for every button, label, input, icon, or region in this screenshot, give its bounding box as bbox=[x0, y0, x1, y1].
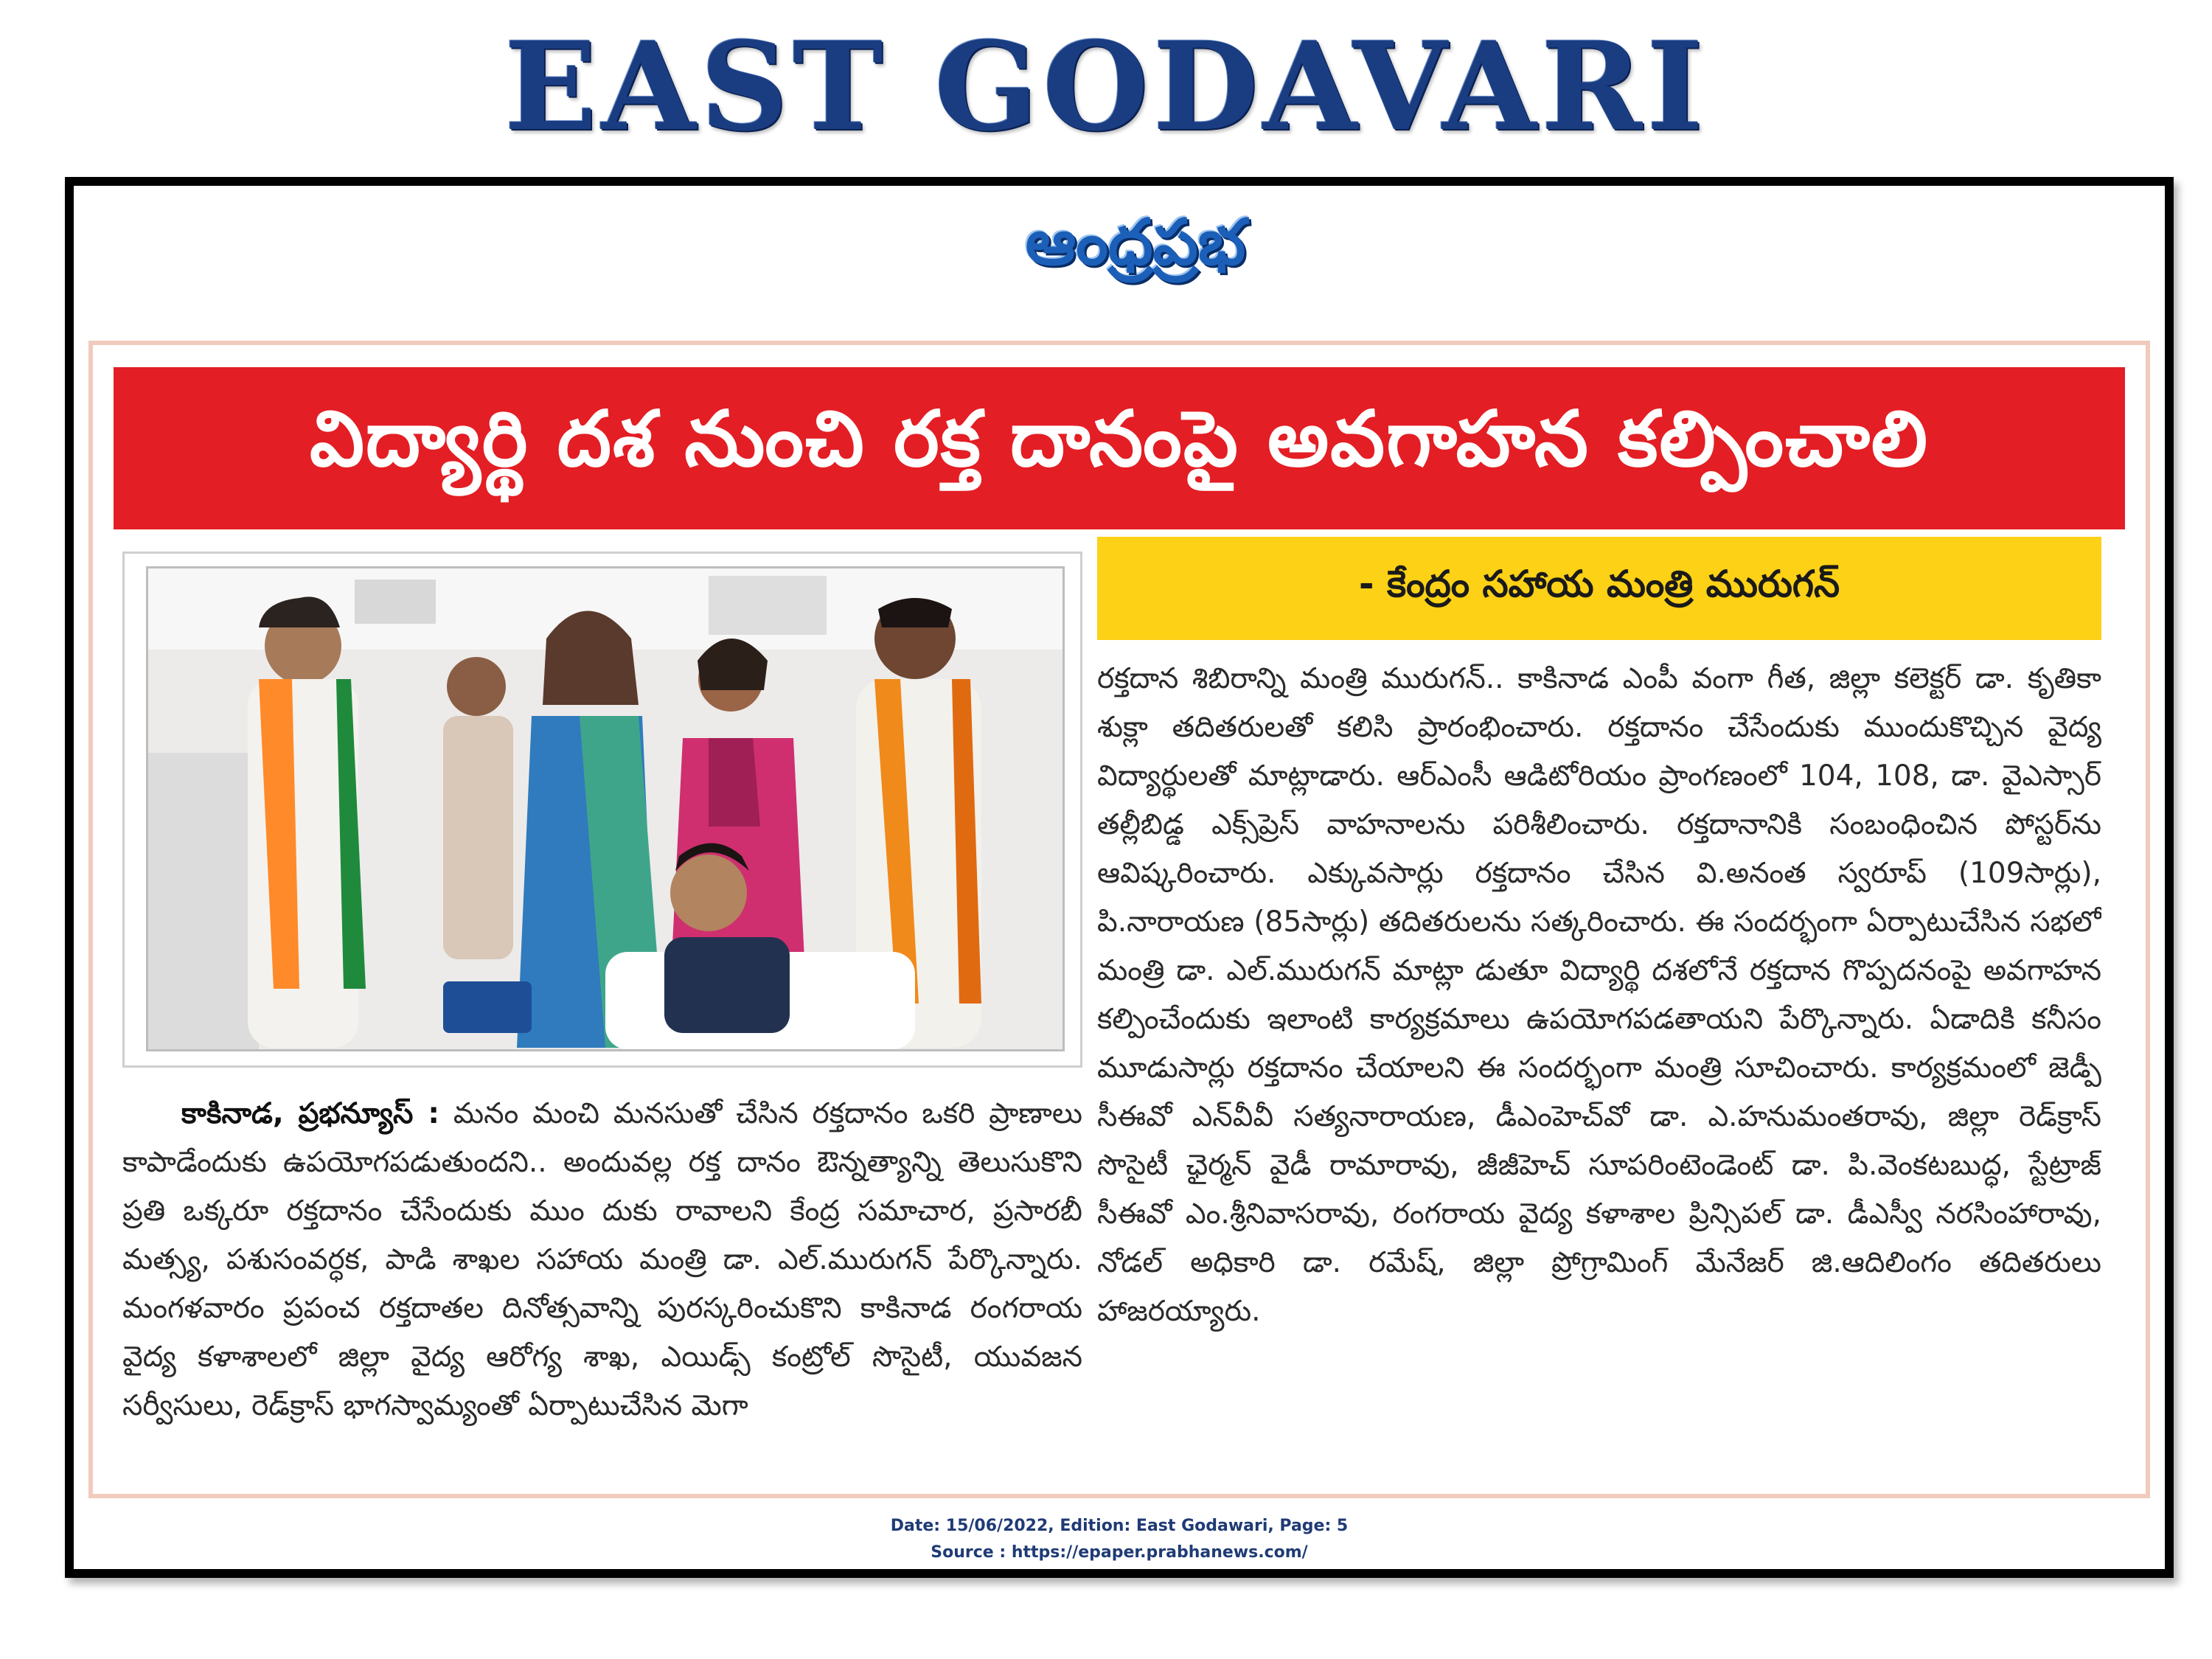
page-heading: EAST GODAVARI bbox=[504, 15, 1708, 158]
masthead-logo: ఆంధ్రప్రభ bbox=[1025, 206, 1246, 279]
headline-band bbox=[114, 367, 2125, 529]
footer-source: Source : https://epaper.prabhanews.com/ bbox=[931, 1543, 1308, 1562]
headline: విద్యార్థి దశ నుంచి రక్త దానంపై అవగాహన కల్పించాలి bbox=[309, 394, 1930, 484]
article-left-text: మనం మంచి మనసుతో చేసిన రక్తదానం ఒకరి ప్రాణాలు కాపాడేందుకు ఉపయోగపడుతుందని.. అందువల్ల రక్త దానం ఔన్నత్యాన్ని తెలుసుకొని ప్రతి ఒక్కరూ రక్తదానం చేసేందుకు ముం దుకు రావాలని కేంద్ర సమాచార, ప్రసారబీ మత్స్య, పశుసంవర్ధక, పాడి శాఖల సహాయ మంత్రి డా. ఎల్.మురుగన్ పేర్కొన్నారు. మంగళవారం ప్రపంచ రక్తదాతల దినోత్సవాన్ని పురస్కరించుకొని కాకినాడ రంగరాయ వైద్య కళాశాలలో జిల్లా వైద్య ఆరోగ్య శాఖ, ఎయిడ్స్ కంట్రోల్ సొసైటీ, యువజన సర్వీసులు, రెడ్‌క్రాస్ భాగస్వామ్యంతో ఏర్పాటుచేసిన మెగా bbox=[122, 1097, 1082, 1422]
news-clipping bbox=[88, 341, 2150, 1498]
article-left-column bbox=[122, 1090, 1082, 1488]
newspaper-masthead bbox=[959, 202, 1312, 298]
subheadline-band bbox=[1097, 537, 2101, 640]
footer-date-edition: Date: 15/06/2022, Edition: East Godawari, Page: 5 bbox=[890, 1517, 1349, 1535]
article-right-column: రక్తదాన శిబిరాన్ని మంత్రి మురుగన్.. కాకినాడ ఎంపీ వంగా గీత, జిల్లా కలెక్టర్ డా. కృతికా శుక్లా తదితరులతో కలిసి ప్రారంభించారు. రక్తదానం చేసేందుకు ముందుకొచ్చిన వైద్య విద్యార్థులతో మాట్లాడారు. ఆర్ఎంసీ ఆడిటోరియం ప్రాంగణంలో 104, 108, డా. వైఎస్సార్ తల్లీబిడ్డ ఎక్స్‌ప్రెస్ వాహనాలను పరిశీలించారు. రక్తదానానికి సంబంధించిన పోస్టర్‌ను ఆవిష్కరించారు. ఎక్కువసార్లు రక్తదానం చేసిన వి.అనంత స్వరూప్ (109సార్లు), పి.నారాయణ (85సార్లు) తదితరులను సత్కరించారు. ఈ సందర్భంగా ఏర్పాటుచేసిన సభలో మంత్రి డా. ఎల్.మురుగన్ మాట్లా డుతూ విద్యార్థి దశలోనే రక్తదాన గొప్పదనంపై అవగాహన కల్పించేందుకు ఇలాంటి కార్యక్రమాలు ఉపయోగపడతాయని పేర్కొన్నారు. ఏడాదికి కనీసం మూడుసార్లు రక్తదానం చేయాలని ఈ సందర్భంగా మంత్రి సూచించారు. కార్యక్రమంలో జెడ్పీ సీఈవో ఎన్‌వీవీ సత్యనారాయణ, డీఎంహెచ్‌వో డా. ఎ.హనుమంతరావు, జిల్లా రెడ్‌క్రాస్ సొసైటీ ఛైర్మన్ వైడీ రామారావు, జీజీహెచ్ సూపరింటెండెంట్ డా. పి.వెంకటబుద్ధ, స్టేట్రాజ్ సీఈవో ఎం.శ్రీనివాసరావు, రంగరాయ వైద్య కళాశాల ప్రిన్సిపల్ డా. డీఎస్వీ నరసింహారావు, నోడల్ అధికారి డా. రమేష్, జిల్లా ప్రోగ్రామింగ్ మేనేజర్ జి.ఆదిలింగం తదితరులు హాజరయ్యారు. bbox=[1097, 662, 2101, 1328]
clipping-frame bbox=[65, 177, 2174, 1578]
dateline: కాకినాడ, ప్రభన్యూస్ : bbox=[181, 1097, 439, 1130]
source-footer bbox=[74, 1513, 2165, 1566]
news-photo bbox=[146, 566, 1065, 1051]
subheadline: - కేంద్రం సహాయ మంత్రి మురుగన్ bbox=[1358, 562, 1840, 605]
